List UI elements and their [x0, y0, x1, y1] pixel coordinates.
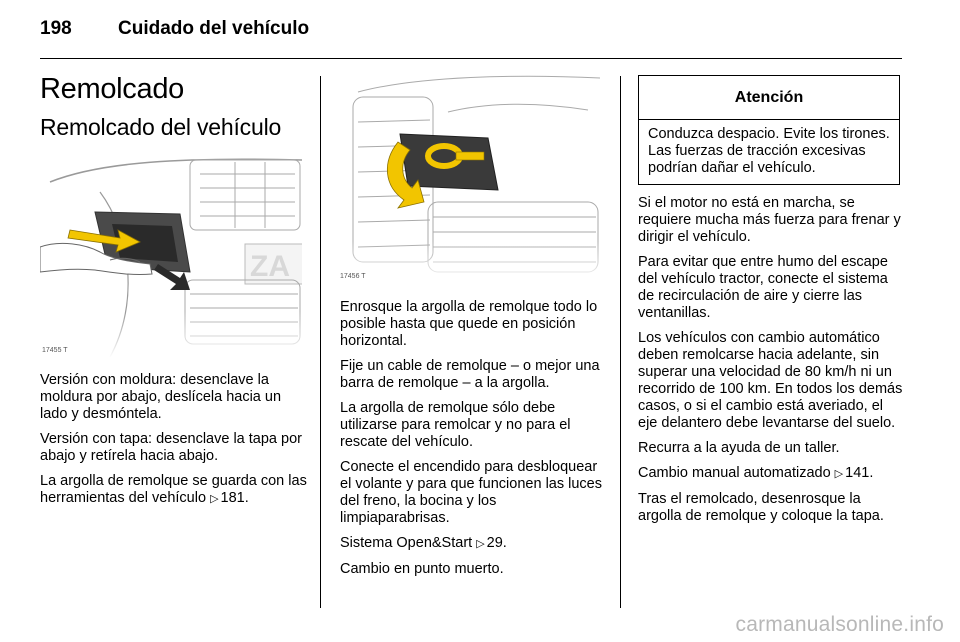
header-divider [40, 58, 902, 59]
section-subtitle: Remolcado del vehículo [40, 114, 282, 140]
chapter-title: Cuidado del vehículo [118, 18, 310, 39]
paragraph: Conecte el encendido para desbloquear el volante y para que funcionen las luces del freno, la bocina y los limpiaparabrisas. [340, 459, 602, 526]
paragraph [340, 535, 606, 553]
page-header [40, 18, 900, 58]
paragraph: La argolla de remolque sólo debe utilizarse para remolcar y no para el rescate del vehículo. [340, 400, 571, 450]
column-3 [638, 195, 906, 533]
column-1 [40, 372, 308, 516]
attention-text: Conduzca despacio. Evite los tirones. Las fuerzas de tracción excesivas podrían dañar el vehículo. [648, 126, 890, 176]
page-reference[interactable]: 141. [845, 465, 874, 481]
paragraph: Fije un cable de remolque – o mejor una barra de remolque – a la argolla. [340, 358, 600, 391]
page-reference-icon: ▷ [210, 493, 219, 505]
paragraph-text: La argolla de remolque se guarda con las herramientas del vehículo [40, 473, 307, 506]
paragraph: Versión con moldura: desenclave la moldura por abajo, deslícela hacia un lado y desmóntela. [40, 372, 282, 422]
license-plate-text: ZA [250, 250, 290, 283]
attention-box [638, 75, 900, 185]
column-divider-left [320, 76, 321, 608]
paragraph: Cambio en punto muerto. [340, 561, 504, 577]
column-2 [340, 299, 606, 586]
paragraph: Los vehículos con cambio automático deben remolcarse hacia adelante, sin superar una velocidad de 80 km/h ni un recorrido de 100 km. En todos los demás casos, o si el cambio está averiado, el eje delantero debe levantarse del suelo. [638, 330, 903, 431]
illustration-code-middle: 17456 T [340, 273, 366, 280]
column-divider-right [620, 76, 621, 608]
attention-title: Atención [639, 76, 899, 120]
paragraph: Si el motor no está en marcha, se requiere mucha más fuerza para frenar y dirigir el vehículo. [638, 195, 901, 245]
page-reference-icon: ▷ [834, 468, 844, 480]
paragraph-text: Cambio manual automatizado [638, 465, 835, 481]
paragraph: Tras el remolcado, desenrosque la argolla de remolque y coloque la tapa. [638, 491, 884, 524]
paragraph [638, 465, 906, 483]
page-reference[interactable]: 29. [486, 535, 507, 551]
paragraph: Enrosque la argolla de remolque todo lo posible hasta que quede en posición horizontal. [340, 299, 598, 349]
paragraph: Recurra a la ayuda de un taller. [638, 440, 840, 456]
page-number: 198 [40, 18, 72, 39]
paragraph: Para evitar que entre humo del escape del vehículo tractor, conecte el sistema de recirculación de aire y cierre las ventanillas. [638, 254, 888, 321]
section-title: Remolcado [40, 73, 184, 105]
page-reference[interactable]: 181. [220, 490, 249, 506]
illustration-moldura-removal [40, 152, 302, 358]
page-reference-icon: ▷ [476, 538, 485, 550]
paragraph: Versión con tapa: desenclave la tapa por abajo y retírela hacia abajo. [40, 431, 302, 464]
paragraph [40, 473, 308, 508]
illustration-code-left: 17455 T [42, 347, 68, 354]
paragraph-text: Sistema Open&Start [340, 535, 477, 551]
illustration-towing-eye [338, 72, 602, 284]
watermark: carmanualsonline.info [735, 613, 944, 636]
